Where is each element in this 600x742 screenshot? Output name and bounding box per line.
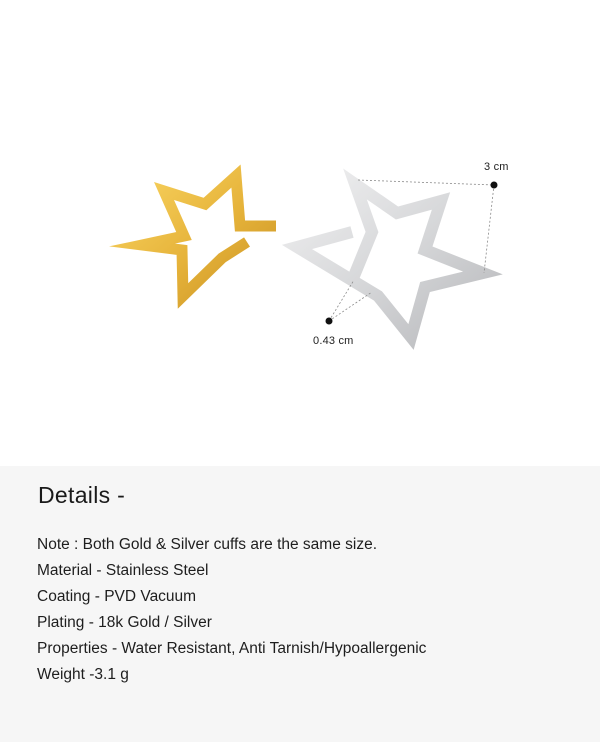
gold-star-cuff	[142, 176, 276, 296]
width-dimension-label: 3 cm	[484, 161, 509, 173]
detail-material: Material - Stainless Steel	[37, 562, 209, 579]
dimension-guides	[326, 180, 498, 325]
detail-note: Note : Both Gold & Silver cuffs are the same size.	[37, 536, 378, 553]
details-title: Details -	[38, 482, 126, 508]
detail-coating: Coating - PVD Vacuum	[37, 588, 197, 605]
detail-plating: Plating - 18k Gold / Silver	[37, 614, 212, 631]
thickness-dimension-label: 0.43 cm	[313, 335, 354, 347]
detail-properties: Properties - Water Resistant, Anti Tarnish/Hypoallergenic	[37, 640, 427, 657]
detail-weight: Weight -3.1 g	[37, 666, 129, 683]
silver-star-cuff	[297, 184, 483, 337]
details-panel	[0, 466, 600, 742]
thickness-marker-dot	[326, 318, 333, 325]
details-list	[37, 532, 426, 688]
width-marker-dot	[491, 182, 498, 189]
